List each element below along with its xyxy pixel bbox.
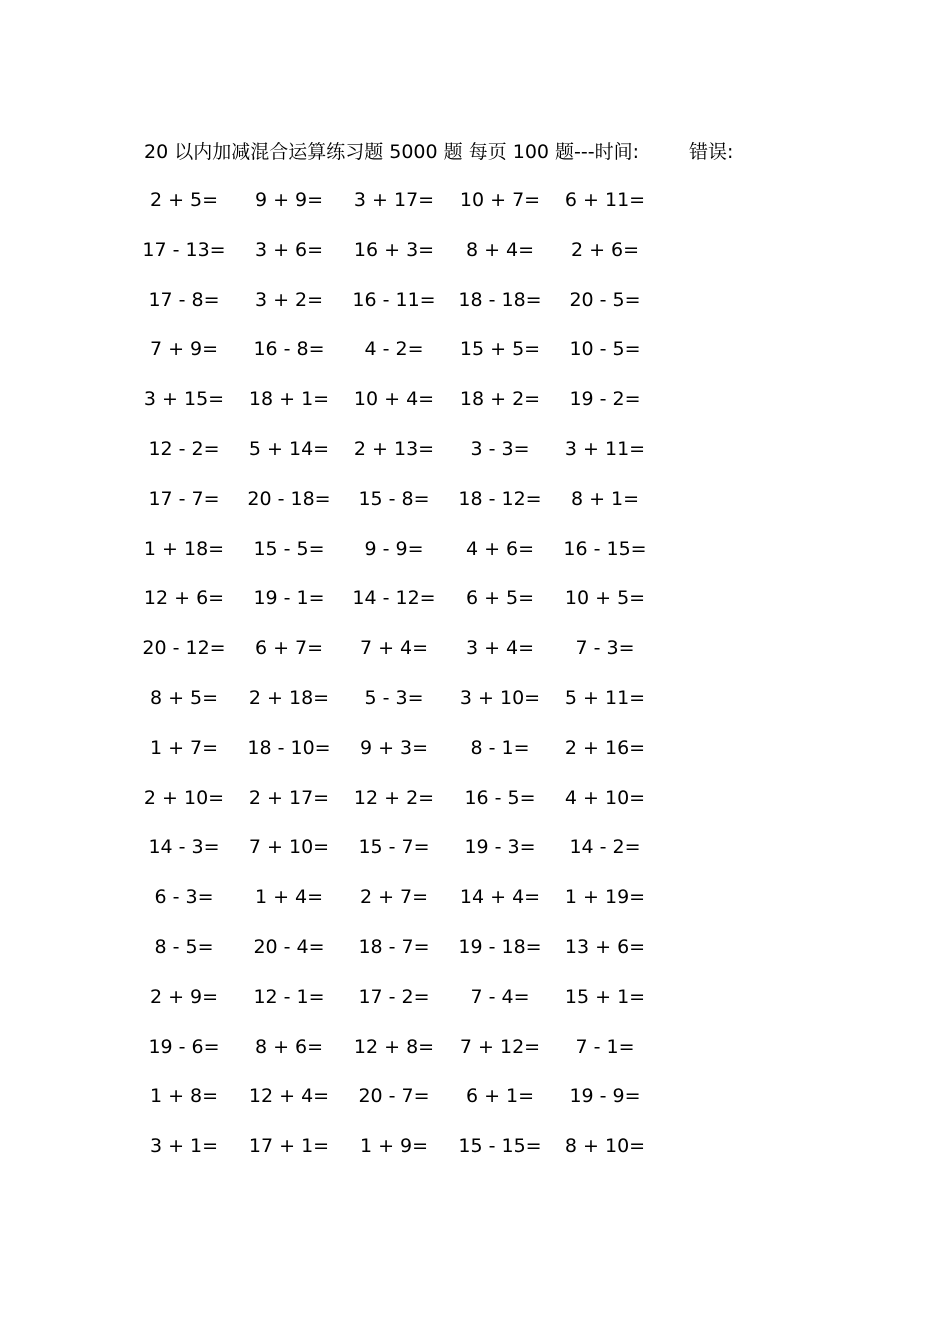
problem-item: 6 + 1= (465, 1085, 535, 1108)
problem-item: 15 - 8= (358, 487, 430, 510)
problem-item: 1 + 18= (143, 537, 225, 560)
problem-row (0, 980, 950, 1030)
problem-item: 15 - 7= (358, 836, 430, 859)
worksheet-header (144, 137, 784, 167)
problem-item: 18 + 2= (459, 388, 541, 411)
problem-item: 5 + 14= (248, 437, 330, 460)
problem-item: 6 + 7= (254, 637, 324, 660)
problem-item: 5 + 11= (564, 686, 646, 709)
problem-item: 7 + 10= (248, 836, 330, 859)
problem-grid (0, 183, 950, 1179)
worksheet-title: 20 以内加减混合运算练习题 5000 题 每页 100 题---时间: (144, 141, 640, 163)
problem-row (0, 731, 950, 781)
problem-row (0, 1079, 950, 1129)
problem-item: 3 + 2= (254, 288, 324, 311)
problem-item: 2 + 17= (248, 786, 330, 809)
problem-row (0, 382, 950, 432)
problem-item: 10 + 7= (459, 189, 541, 211)
problem-item: 1 + 19= (564, 886, 646, 909)
problem-item: 3 + 4= (465, 637, 535, 660)
problem-item: 3 + 1= (149, 1135, 219, 1158)
problem-row (0, 1129, 950, 1179)
problem-item: 19 - 1= (253, 587, 325, 610)
problem-item: 12 - 2= (148, 437, 220, 460)
problem-item: 4 + 10= (564, 786, 646, 809)
problem-row (0, 283, 950, 333)
problem-item: 13 + 6= (564, 935, 646, 958)
problem-row (0, 681, 950, 731)
problem-item: 3 + 17= (353, 189, 435, 211)
problem-item: 17 - 8= (148, 288, 220, 311)
problem-item: 16 - 5= (464, 786, 536, 809)
problem-item: 18 - 7= (358, 935, 430, 958)
problem-item: 1 + 7= (149, 736, 219, 759)
problem-item: 20 - 18= (247, 487, 331, 510)
problem-item: 17 - 2= (358, 985, 430, 1008)
problem-item: 16 + 3= (353, 238, 435, 261)
problem-item: 19 - 3= (464, 836, 536, 859)
problem-item: 16 - 11= (352, 288, 436, 311)
problem-item: 15 + 1= (564, 985, 646, 1008)
problem-item: 2 + 7= (359, 886, 429, 909)
problem-item: 18 - 18= (458, 288, 542, 311)
problem-row (0, 183, 950, 233)
problem-row (0, 880, 950, 930)
problem-item: 19 - 9= (569, 1085, 641, 1108)
problem-item: 2 + 6= (570, 238, 640, 261)
problem-item: 7 + 4= (359, 637, 429, 660)
problem-item: 3 + 6= (254, 238, 324, 261)
problem-item: 2 + 18= (248, 686, 330, 709)
problem-item: 15 + 5= (459, 338, 541, 361)
problem-item: 8 + 5= (149, 686, 219, 709)
problem-item: 7 - 3= (575, 637, 635, 660)
problem-item: 6 + 11= (564, 189, 646, 211)
problem-item: 8 + 1= (570, 487, 640, 510)
problem-item: 8 - 5= (154, 935, 214, 958)
problem-item: 17 - 7= (148, 487, 220, 510)
problem-item: 18 - 12= (458, 487, 542, 510)
problem-item: 8 - 1= (470, 736, 530, 759)
problem-item: 18 + 1= (248, 388, 330, 411)
problem-item: 1 + 4= (254, 886, 324, 909)
problem-item: 12 + 2= (353, 786, 435, 809)
problem-item: 20 - 5= (569, 288, 641, 311)
problem-item: 19 - 18= (458, 935, 542, 958)
problem-item: 15 - 5= (253, 537, 325, 560)
problem-item: 16 - 8= (253, 338, 325, 361)
problem-row (0, 581, 950, 631)
problem-item: 2 + 5= (149, 189, 219, 211)
problem-item: 1 + 9= (359, 1135, 429, 1158)
problem-item: 5 - 3= (364, 686, 424, 709)
problem-row (0, 631, 950, 681)
problem-item: 7 + 9= (149, 338, 219, 361)
problem-item: 15 - 15= (458, 1135, 542, 1158)
problem-row (0, 930, 950, 980)
problem-item: 3 + 10= (459, 686, 541, 709)
problem-item: 16 - 15= (563, 537, 647, 560)
problem-row (0, 432, 950, 482)
problem-item: 2 + 16= (564, 736, 646, 759)
problem-item: 14 - 3= (148, 836, 220, 859)
problem-item: 18 - 10= (247, 736, 331, 759)
problem-item: 4 - 2= (364, 338, 424, 361)
problem-item: 3 - 3= (470, 437, 530, 460)
problem-item: 9 + 3= (359, 736, 429, 759)
problem-item: 12 + 8= (353, 1035, 435, 1058)
problem-item: 14 - 12= (352, 587, 436, 610)
problem-item: 8 + 6= (254, 1035, 324, 1058)
problem-item: 9 - 9= (364, 537, 424, 560)
problem-item: 14 - 2= (569, 836, 641, 859)
problem-item: 4 + 6= (465, 537, 535, 560)
problem-row (0, 332, 950, 382)
problem-item: 17 - 13= (142, 238, 226, 261)
problem-item: 8 + 10= (564, 1135, 646, 1158)
problem-item: 6 - 3= (154, 886, 214, 909)
problem-item: 2 + 9= (149, 985, 219, 1008)
problem-item: 19 - 6= (148, 1035, 220, 1058)
problem-row (0, 233, 950, 283)
problem-item: 10 - 5= (569, 338, 641, 361)
problem-item: 1 + 8= (149, 1085, 219, 1108)
problem-item: 20 - 4= (253, 935, 325, 958)
problem-item: 10 + 4= (353, 388, 435, 411)
problem-item: 7 - 1= (575, 1035, 635, 1058)
problem-row (0, 482, 950, 532)
problem-item: 12 - 1= (253, 985, 325, 1008)
problem-item: 8 + 4= (465, 238, 535, 261)
problem-item: 19 - 2= (569, 388, 641, 411)
problem-item: 3 + 15= (143, 388, 225, 411)
problem-item: 12 + 6= (143, 587, 225, 610)
problem-row (0, 781, 950, 831)
problem-item: 12 + 4= (248, 1085, 330, 1108)
problem-item: 2 + 10= (143, 786, 225, 809)
problem-row (0, 830, 950, 880)
errors-label: 错误: (689, 141, 734, 163)
problem-item: 2 + 13= (353, 437, 435, 460)
problem-item: 20 - 7= (358, 1085, 430, 1108)
problem-item: 9 + 9= (254, 189, 324, 211)
problem-row (0, 1030, 950, 1080)
problem-item: 7 - 4= (470, 985, 530, 1008)
problem-row (0, 532, 950, 582)
problem-item: 20 - 12= (142, 637, 226, 660)
problem-item: 3 + 11= (564, 437, 646, 460)
problem-item: 7 + 12= (459, 1035, 541, 1058)
problem-item: 6 + 5= (465, 587, 535, 610)
problem-item: 17 + 1= (248, 1135, 330, 1158)
problem-item: 10 + 5= (564, 587, 646, 610)
problem-item: 14 + 4= (459, 886, 541, 909)
